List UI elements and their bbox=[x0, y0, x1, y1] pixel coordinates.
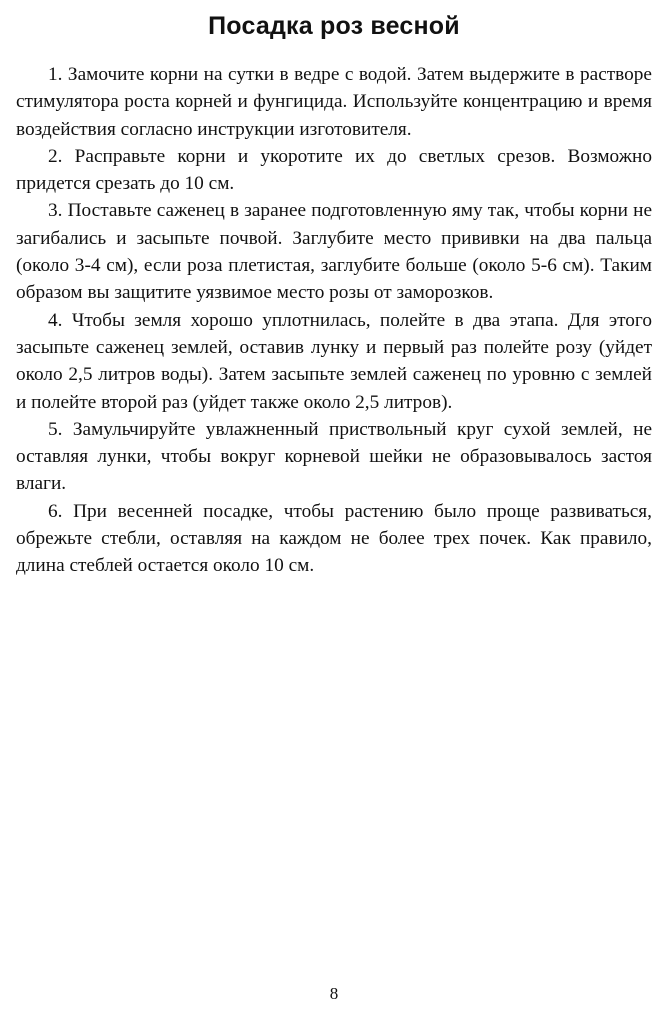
paragraph-step-6: 6. При весенней посадке, чтобы растению было проще развиваться, обрежьте стебли, оставляя на каждом не более трех почек. Как правило, длина стеблей остается около 10 см. bbox=[16, 500, 652, 577]
paragraph-step-4: 4. Чтобы земля хорошо уплотнилась, полейте в два этапа. Для этого засыпьте саженец землей, оставив лунку и первый раз полейте розу (уйдет около 2,5 литров воды). Затем засыпьте землей саженец по уровню с землей и полейте второй раз (уйдет также около 2,5 литров). bbox=[16, 309, 652, 413]
paragraph-step-5: 5. Замульчируйте увлажненный приствольный круг сухой землей, не оставляя лунки, чтобы вокруг корневой шейки не образовывалось застоя влаги. bbox=[16, 418, 652, 495]
body-text bbox=[16, 61, 652, 580]
paragraph-step-3: 3. Поставьте саженец в заранее подготовленную яму так, чтобы корни не загибались и засыпьте почвой. Заглубите место прививки на два пальца (около 3-4 см), если роза плетистая, заглубите больше (около 5-6 см). Таким образом вы защитите уязвимое место розы от заморозков. bbox=[16, 200, 652, 304]
page-title: Посадка роз весной bbox=[208, 12, 460, 40]
page-number: 8 bbox=[329, 984, 339, 1003]
paragraph-step-1: 1. Замочите корни на сутки в ведре с водой. Затем выдержите в растворе стимулятора роста корней и фунгицида. Используйте концентрацию и время воздействия согласно инструкции изготовителя. bbox=[16, 64, 652, 140]
paragraph-step-2: 2. Расправьте корни и укоротите их до светлых срезов. Возможно придется срезать до 10 см. bbox=[16, 145, 652, 195]
